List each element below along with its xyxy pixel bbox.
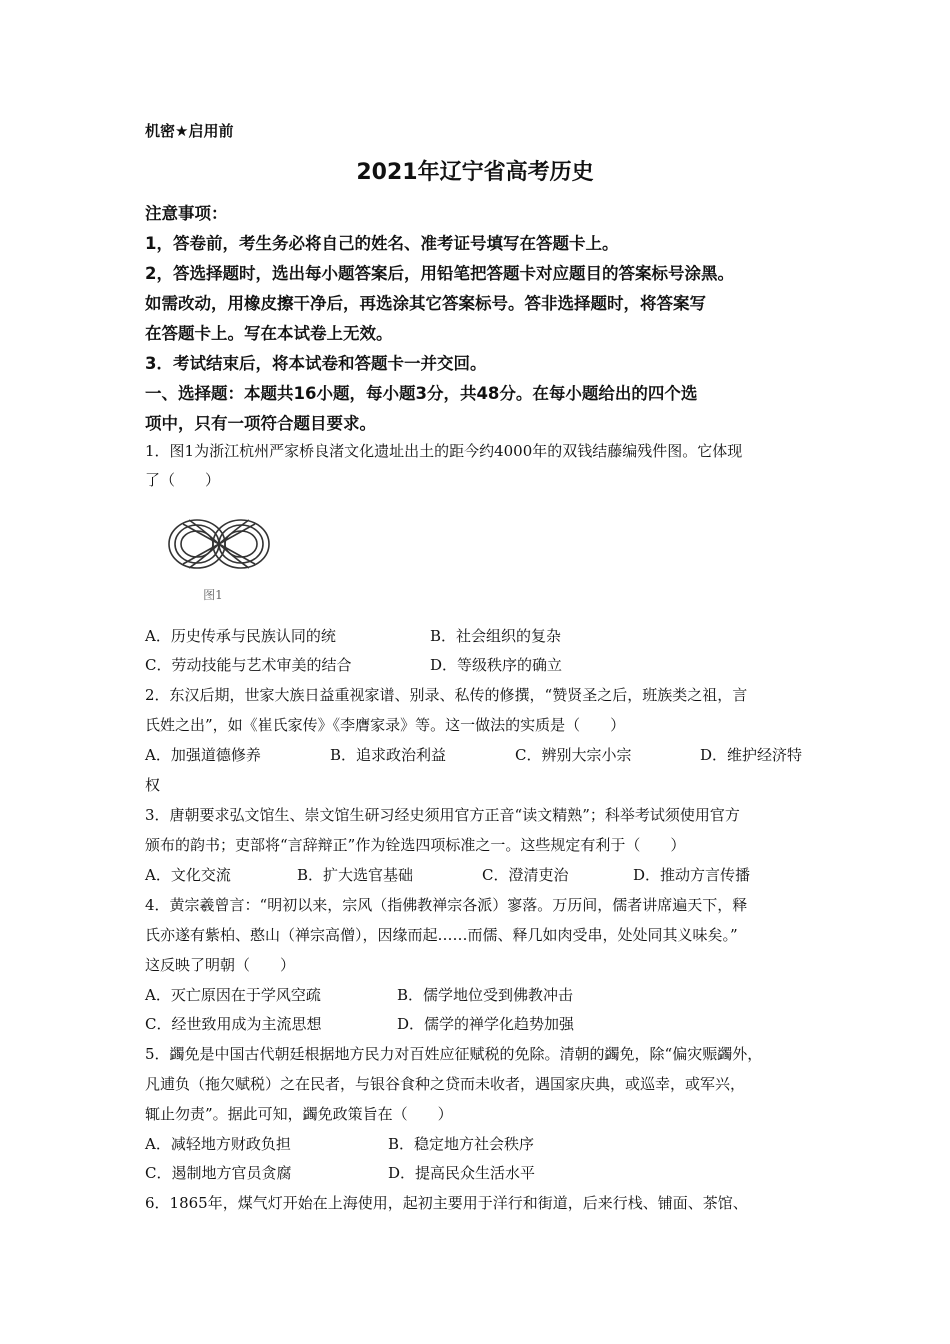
q2-option-a[interactable]: A．加强道德修养	[145, 746, 261, 764]
q5-option-a[interactable]: A．减轻地方财政负担	[145, 1135, 291, 1153]
q2-option-b[interactable]: B．追求政治利益	[330, 746, 447, 764]
q2-option-d[interactable]: D．维护经济特	[700, 746, 803, 764]
q1-figure	[163, 508, 275, 608]
q2-option-d-wrap: 权	[145, 776, 161, 794]
q2-stem-line-1: 2．东汉后期，世家大族日益重视家谱、别录、私传的修撰，“赞贤圣之后，班族类之祖，言	[145, 686, 748, 704]
q1-option-d[interactable]: D．等级秩序的确立	[430, 656, 563, 674]
double-coin-knot-figure	[163, 508, 275, 583]
q4-option-a[interactable]: A．灭亡原因在于学风空疏	[145, 986, 321, 1004]
notes-heading: 注意事项：	[145, 204, 228, 223]
q3-stem-line-2: 颁布的韵书；吏部将“言辞辩正”作为铨选四项标准之一。这些规定有利于（ ）	[145, 836, 686, 854]
notes-item-3: 3．考试结束后，将本试卷和答题卡一并交回。	[145, 354, 487, 373]
q4-stem-line-1: 4．黄宗羲曾言：“明初以来，宗风（指佛教禅宗各派）寥落。万历间，儒者讲席遍天下，释	[145, 896, 748, 914]
figure-caption: 图1	[203, 588, 223, 602]
section-1-line-1: 一、选择题：本题共16小题，每小题3分，共48分。在每小题给出的四个选	[145, 384, 698, 403]
q5-stem-line-3: 辄止勿责”。据此可知，蠲免政策旨在（ ）	[145, 1105, 453, 1123]
notes-item-2-line-3: 在答题卡上。写在本试卷上无效。	[145, 324, 393, 343]
q5-stem-line-2: 凡逋负（拖欠赋税）之在民者，与银谷食种之贷而未收者，遇国家庆典，或巡幸，或军兴，	[145, 1075, 746, 1093]
page-title: 2021年辽宁省高考历史	[356, 160, 594, 185]
q3-stem-line-1: 3．唐朝要求弘文馆生、崇文馆生研习经史须用官方正音“读文精熟”；科举考试须使用官方	[145, 806, 740, 824]
q3-option-a[interactable]: A．文化交流	[145, 866, 231, 884]
q4-option-c[interactable]: C．经世致用成为主流思想	[145, 1015, 322, 1033]
section-1-line-2: 项中，只有一项符合题目要求。	[145, 414, 376, 433]
q2-option-c[interactable]: C．辨别大宗小宗	[515, 746, 632, 764]
q4-stem-line-2: 氏亦遂有紫柏、憨山（禅宗高僧），因缘而起……而儒、释几如肉受串，处处同其义味矣。”	[145, 926, 738, 944]
notes-item-1: 1，答卷前，考生务必将自己的姓名、准考证号填写在答题卡上。	[145, 234, 619, 253]
q1-option-c[interactable]: C．劳动技能与艺术审美的结合	[145, 656, 352, 674]
q4-option-b[interactable]: B．儒学地位受到佛教冲击	[397, 986, 574, 1004]
q5-option-d[interactable]: D．提高民众生活水平	[388, 1164, 536, 1182]
q5-option-c[interactable]: C．遏制地方官员贪腐	[145, 1164, 292, 1182]
q1-stem-line-1: 1．图1为浙江杭州严家桥良渚文化遗址出土的距今约4000年的双钱结藤编残件图。它体现	[145, 442, 743, 460]
q3-option-d[interactable]: D．推动方言传播	[633, 866, 751, 884]
q2-stem-line-2: 氏姓之出”，如《崔氏家传》《李膺家录》等。这一做法的实质是（ ）	[145, 716, 626, 734]
q6-stem-line-1: 6．1865年，煤气灯开始在上海使用，起初主要用于洋行和街道，后来行栈、铺面、茶馆、	[145, 1194, 748, 1212]
q5-stem-line-1: 5．蠲免是中国古代朝廷根据地方民力对百姓应征赋税的免除。清朝的蠲免，除“偏灾赈蠲外，	[145, 1045, 763, 1063]
q4-stem-line-3: 这反映了明朝（ ）	[145, 956, 296, 974]
q1-option-a[interactable]: A．历史传承与民族认同的统	[145, 627, 336, 645]
q1-stem-line-2: 了（ ）	[145, 471, 221, 489]
q1-option-b[interactable]: B．社会组织的复杂	[430, 627, 562, 645]
confidential-label: 机密★启用前	[145, 122, 234, 140]
q5-option-b[interactable]: B．稳定地方社会秩序	[388, 1135, 535, 1153]
q3-option-c[interactable]: C．澄清吏治	[482, 866, 569, 884]
notes-item-2-line-1: 2，答选择题时，选出每小题答案后，用铅笔把答题卡对应题目的答案标号涂黑。	[145, 264, 734, 283]
notes-item-2-line-2: 如需改动，用橡皮擦干净后，再选涂其它答案标号。答非选择题时，将答案写	[145, 294, 706, 313]
q4-option-d[interactable]: D．儒学的禅学化趋势加强	[397, 1015, 575, 1033]
q3-option-b[interactable]: B．扩大选官基础	[297, 866, 414, 884]
